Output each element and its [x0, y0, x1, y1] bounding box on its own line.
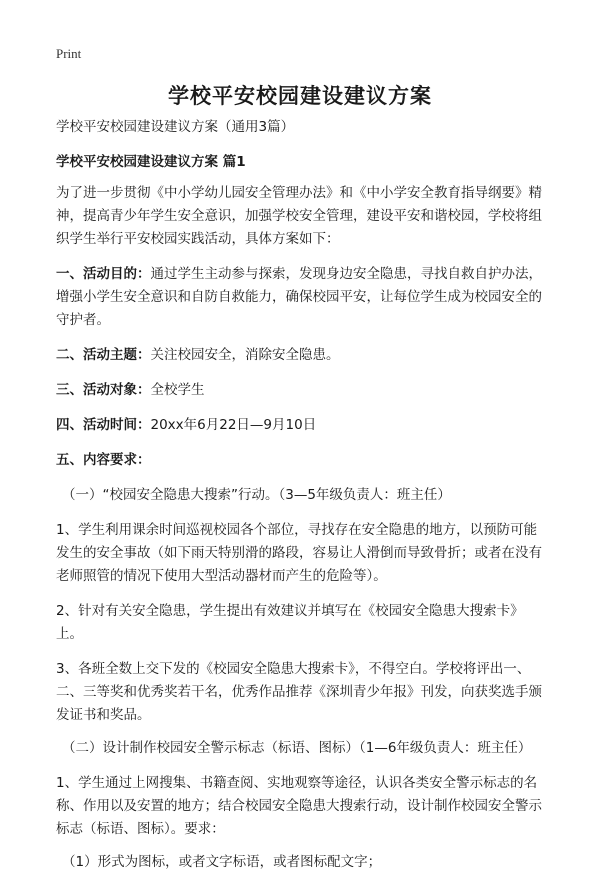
item-requirements-label: 五、内容要求：: [56, 452, 151, 468]
item-purpose-label: 一、活动目的：: [56, 266, 151, 282]
subsection-1-paragraph-3: 3、各班全数上交下发的《校园安全隐患大搜索卡》，不得空白。学校将评出一、二、三等奖和优秀奖若干名，优秀作品推荐《深圳青少年报》刊发，向获奖选手颁发证书和奖品。: [56, 661, 542, 723]
section-heading: 学校平安校园建设建议方案 篇1: [56, 154, 246, 170]
item-time-text: 20xx年6月22日—9月10日: [150, 417, 317, 433]
item-time: [56, 414, 548, 437]
item-audience-text: 全校学生: [150, 382, 205, 398]
item-audience: [56, 379, 548, 402]
subsection-1-paragraph-2: 2、针对有关安全隐患，学生提出有效建议并填写在《校园安全隐患大搜索卡》上。: [56, 603, 524, 642]
item-theme-label: 二、活动主题：: [56, 347, 151, 363]
intro-paragraph: 为了进一步贯彻《中小学幼儿园安全管理办法》和《中小学安全教育指导纲要》精神，提高青少年学生安全意识，加强学校安全管理，建设平安和谐校园，学校将组织学生举行平安校园实践活动，具体方案如下：: [56, 185, 542, 247]
item-time-label: 四、活动时间：: [56, 417, 151, 433]
item-purpose-text: 通过学生主动参与探索，发现身边安全隐患，寻找自救自护办法，增强小学生安全意识和自防自救能力，确保校园平安，让每位学生成为校园安全的守护者。: [56, 266, 542, 328]
document-title: 学校平安校园建设建议方案: [168, 84, 432, 108]
subsection-2-paragraph-2: （1）形式为图标，或者文字标语，或者图标配文字；: [62, 854, 382, 870]
subsection-2-heading: （二）设计制作校园安全警示标志（标语、图标）（1—6年级负责人：班主任）: [62, 740, 532, 756]
subsection-1-heading: （一）“校园安全隐患大搜索”行动。（3—5年级负责人：班主任）: [62, 487, 451, 503]
subsection-2-paragraph-1: 1、学生通过上网搜集、书籍查阅、实地观察等途径，认识各类安全警示标志的名称、作用以及安置的地方；结合校园安全隐患大搜索行动，设计制作校园安全警示标志（标语、图标）。要求：: [56, 775, 542, 837]
item-audience-label: 三、活动对象：: [56, 382, 151, 398]
subsection-1-paragraph-1: 1、学生利用课余时间巡视校园各个部位，寻找存在安全隐患的地方，以预防可能发生的安全事故（如下雨天特别滑的路段，容易让人滑倒而导致骨折；或者在没有老师照管的情况下使用大型活动器材而产生的危险等）。: [56, 522, 542, 584]
print-label[interactable]: Print: [56, 46, 82, 61]
subtitle: 学校平安校园建设建议方案（通用3篇）: [56, 119, 295, 135]
item-theme-text: 关注校园安全，消除安全隐患。: [150, 347, 340, 363]
item-purpose: [56, 263, 548, 332]
item-theme: [56, 344, 548, 367]
document-body: [56, 116, 548, 874]
